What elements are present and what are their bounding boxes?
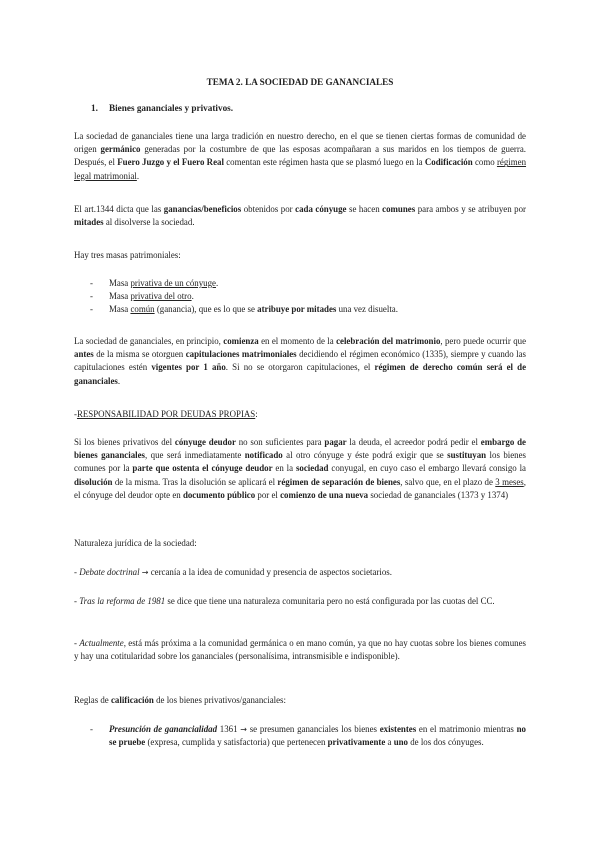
bold-text: comienza (223, 336, 259, 346)
bold-text: embargo de bienes gananciales (74, 437, 526, 461)
italic-text: Tras la reforma de 1981 (79, 596, 166, 606)
dash-marker: - (90, 291, 93, 302)
arrow-icon: → (141, 568, 149, 577)
regla-body (109, 723, 526, 749)
bold-text: régimen de derecho común será el de gananciales (74, 362, 527, 386)
text: por el (255, 489, 281, 500)
bold-text: celebración del matrimonio (336, 336, 441, 346)
arrow-icon: → (240, 725, 247, 734)
underlined-text: 3 meses (495, 476, 524, 487)
section-number: 1. (91, 103, 98, 113)
text: . Si no se otorgaron capitulaciones, el (225, 362, 375, 373)
paragraph-masas-intro: Hay tres masas patrimoniales: (74, 250, 181, 260)
bold-text: germánico (100, 144, 141, 155)
text: - (74, 409, 77, 419)
text: , el cónyuge del deudor opte en (74, 476, 526, 500)
text: de los dos cónyuges. (408, 737, 484, 748)
text: Reglas de (74, 695, 111, 705)
regla-item (90, 723, 526, 749)
bold-text: cónyuge deudor (174, 437, 236, 447)
text: los bienes comunes por la (74, 450, 527, 474)
text: se presumen gananciales los bienes (246, 724, 380, 734)
dash-marker: - (90, 724, 93, 734)
text: . (215, 278, 219, 288)
text: al disolverse la sociedad. (103, 217, 195, 228)
paragraph-naturaleza: Naturaleza jurídica de la sociedad: (74, 538, 197, 548)
text: generadas por la costumbre de que las esposas acompañaran a sus maridos en los tiempos de guerra. Después, el (74, 144, 526, 168)
bold-text: ganancias/beneficios (163, 204, 242, 214)
text: El art.1344 dicta que las (74, 204, 164, 214)
section-title: Bienes gananciales y privativos. (109, 103, 234, 113)
underlined-text: privativa del otro (130, 291, 192, 302)
text: , pero puede ocurrir que (440, 336, 527, 346)
text: cercanía a la idea de comunidad y presencia de aspectos societarios. (148, 567, 392, 577)
text: , salvo que, en el plazo de (400, 476, 496, 487)
text: - (74, 596, 80, 606)
text: La sociedad de gananciales tiene una larga tradición en nuestro derecho, en el que se tienen ciertas formas de comunidad de origen (74, 131, 526, 155)
text: de los bienes privativos/gananciales: (153, 695, 286, 705)
paragraph-reglas (74, 694, 526, 707)
paragraph-actualmente (74, 637, 526, 663)
text: (expresa, cumplida y satisfactoria) que pertenecen (145, 737, 328, 748)
italic-text: Actualmente (79, 638, 124, 648)
text: de la misma. Tras la disolución se aplicará el (112, 476, 278, 487)
bold-text: parte que ostenta el cónyuge deudor (132, 463, 273, 474)
bold-text: existentes (379, 724, 417, 734)
bold-text: capitulaciones matrimoniales (185, 349, 297, 360)
bold-text: sustituyan (447, 450, 487, 461)
underlined-text: común (130, 304, 155, 315)
text: conyugal, en cuyo caso el embargo llevará consigo la (328, 463, 526, 474)
bold-text: atribuye por mitades (257, 304, 337, 315)
text: . (191, 291, 194, 302)
bold-text: uno (393, 737, 408, 748)
bold-text: régimen de separación de bienes (277, 476, 401, 487)
paragraph-embargo (74, 436, 526, 502)
italic-text: Debate doctrinal (79, 567, 140, 577)
bold-text: pagar (324, 437, 347, 447)
bold-text: Fuero Juzgo y el Fuero Real (117, 157, 224, 168)
paragraph-art-1344 (74, 203, 526, 229)
text: sociedad de gananciales (1373 y 1374) (368, 489, 509, 500)
list-item (90, 290, 526, 303)
text: obtenidos por (241, 204, 296, 214)
underlined-text: RESPONSABILIDAD POR DEUDAS PROPIAS (76, 409, 256, 419)
bold-text: no se pruebe (109, 724, 526, 748)
text: Si los bienes privativos del (74, 437, 175, 447)
bold-text: sociedad (295, 463, 329, 474)
underlined-text: privativa de un cónyuge (130, 278, 216, 288)
bold-text: disolución (74, 476, 113, 487)
text: se dice que tiene una naturaleza comunitaria pero no está configurada por las cuotas del CC. (165, 596, 495, 606)
bold-italic-text: Presunción de ganancialidad (109, 724, 218, 734)
document-title: TEMA 2. LA SOCIEDAD DE GANANCIALES (206, 77, 394, 87)
paragraph-debate (74, 566, 526, 579)
text: no son suficientes para (235, 437, 325, 447)
bold-text: notificado (244, 450, 283, 461)
text: Masa (109, 291, 131, 302)
text: . (117, 375, 121, 386)
text: en el matrimonio mientras (416, 724, 517, 734)
text: una vez disuelta. (336, 304, 398, 315)
text: en la (272, 463, 296, 474)
bold-text: calificación (110, 695, 154, 705)
dash-marker: - (90, 278, 93, 288)
list-item (90, 303, 526, 316)
text: , está más próxima a la comunidad germánica o en mano común, ya que no hay cuotas sobre los bienes comunes y hay una cotitularidad sobre los gananciales (personalísima, intransmisible e indisponible). (74, 638, 526, 662)
bold-text: Codificación (424, 157, 473, 168)
text: al otro cónyuge y éste podrá exigir que se (282, 450, 448, 461)
text: . (136, 170, 140, 181)
paragraph-reforma (74, 595, 526, 608)
list-item (90, 277, 526, 290)
bold-text: documento público (182, 489, 256, 500)
bold-text: comunes (382, 204, 416, 214)
text: , que será inmediatamente (145, 450, 245, 461)
text: en el momento de la (258, 336, 337, 346)
text: decidiendo el régimen económico (1335), siempre y cuando las capitulaciones estén (74, 349, 526, 373)
section-heading (91, 102, 233, 115)
text: La sociedad de gananciales, en principio, (74, 336, 224, 346)
text: se hacen (346, 204, 383, 214)
text: 1361 (217, 724, 241, 734)
text: - (74, 567, 80, 577)
paragraph-comienzo (74, 335, 526, 388)
masas-list (90, 277, 526, 317)
bold-text: antes (74, 349, 94, 360)
text: : (255, 409, 258, 419)
text: (ganancia), que es lo que se (154, 304, 258, 315)
text: - (74, 638, 80, 648)
section-responsabilidad-heading (74, 408, 526, 421)
text: la deuda, el acreedor podrá pedir el (346, 437, 481, 447)
bold-text: comienzo de una nueva (280, 489, 369, 500)
text: a (385, 737, 394, 748)
text: Masa (109, 304, 131, 315)
underlined-text: régimen legal matrimonial (74, 157, 527, 181)
paragraph-origin (74, 130, 526, 183)
bold-text: privativamente (327, 737, 386, 748)
text: como (472, 157, 497, 168)
bold-text: vigentes por 1 año (151, 362, 226, 373)
text: de la misma se otorguen (93, 349, 186, 360)
bold-text: mitades (74, 217, 104, 228)
bold-text: cada cónyuge (295, 204, 347, 214)
dash-marker: - (90, 304, 93, 315)
text: comentan este régimen hasta que se plasmó luego en la (223, 157, 425, 168)
text: para ambos y se atribuyen por (415, 204, 526, 214)
text: Masa (109, 278, 131, 288)
